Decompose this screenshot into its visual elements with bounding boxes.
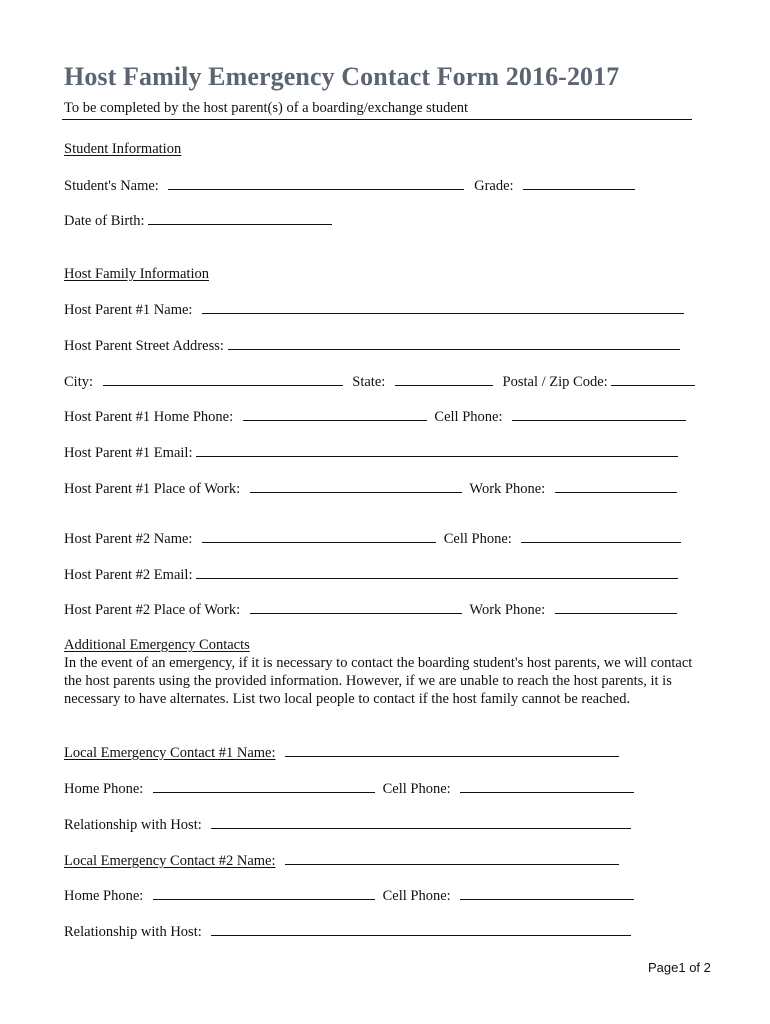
contact1-name-field[interactable] [285, 743, 619, 757]
contact2-relationship-field[interactable] [211, 922, 631, 936]
host-p2-email-field[interactable] [196, 565, 678, 579]
host-p1-email-row [64, 443, 678, 462]
contact1-cell-field[interactable] [460, 779, 634, 793]
additional-contacts-heading: Additional Emergency Contacts [64, 637, 250, 653]
host-p1-work-label: Host Parent #1 Place of Work: [64, 481, 241, 497]
host-p1-home-phone-field[interactable] [243, 407, 427, 421]
host-p1-work-phone-field[interactable] [555, 479, 677, 493]
host-p2-name-field[interactable] [202, 529, 436, 543]
host-p1-work-field[interactable] [250, 479, 462, 493]
city-state-zip-row [64, 372, 695, 391]
zip-field[interactable] [611, 372, 695, 386]
contact2-name-row [64, 851, 619, 870]
dob-label: Date of Birth: [64, 213, 145, 229]
student-name-row [64, 176, 635, 195]
contact2-home-field[interactable] [153, 886, 375, 900]
contact1-cell-label: Cell Phone: [382, 781, 451, 797]
contact2-cell-field[interactable] [460, 886, 634, 900]
contact2-name-label: Local Emergency Contact #2 Name: [64, 853, 276, 869]
grade-label: Grade: [474, 178, 514, 194]
host-p2-cell-label: Cell Phone: [443, 531, 512, 547]
student-info-heading: Student Information [64, 141, 182, 157]
contact2-relationship-label: Relationship with Host: [64, 924, 202, 940]
host-p2-email-label: Host Parent #2 Email: [64, 567, 193, 583]
zip-label: Postal / Zip Code: [502, 374, 608, 390]
street-field[interactable] [228, 336, 680, 350]
form-subtitle: To be completed by the host parent(s) of a boarding/exchange student [64, 100, 469, 116]
state-label: State: [352, 374, 386, 390]
host-p1-email-field[interactable] [196, 443, 678, 457]
contact1-name-label: Local Emergency Contact #1 Name: [64, 745, 276, 761]
host-p1-name-row [64, 300, 684, 319]
host-info-heading: Host Family Information [64, 266, 209, 282]
contact1-home-field[interactable] [153, 779, 375, 793]
host-p1-work-phone-label: Work Phone: [469, 481, 546, 497]
street-row [64, 336, 680, 355]
city-label: City: [64, 374, 94, 390]
contact2-phone-row [64, 886, 634, 905]
host-p1-work-row [64, 479, 677, 498]
contact1-relationship-row [64, 815, 631, 834]
host-p1-name-label: Host Parent #1 Name: [64, 302, 193, 318]
host-p1-name-field[interactable] [202, 300, 684, 314]
contact2-home-label: Home Phone: [64, 888, 144, 904]
page-number: Page1 of 2 [648, 960, 711, 975]
grade-field[interactable] [523, 176, 635, 190]
host-p2-name-label: Host Parent #2 Name: [64, 531, 193, 547]
host-p2-work-phone-field[interactable] [555, 600, 677, 614]
contact2-cell-label: Cell Phone: [382, 888, 451, 904]
host-p1-cell-label: Cell Phone: [434, 409, 503, 425]
state-field[interactable] [395, 372, 493, 386]
host-p1-home-phone-label: Host Parent #1 Home Phone: [64, 409, 234, 425]
contact2-relationship-row [64, 922, 631, 941]
title-divider [62, 119, 692, 120]
host-p2-email-row [64, 565, 678, 584]
host-p2-cell-field[interactable] [521, 529, 681, 543]
contact2-name-field[interactable] [285, 851, 619, 865]
dob-field[interactable] [148, 211, 332, 225]
city-field[interactable] [103, 372, 343, 386]
contact1-name-row [64, 743, 619, 762]
contact1-home-label: Home Phone: [64, 781, 144, 797]
host-p2-work-label: Host Parent #2 Place of Work: [64, 602, 241, 618]
contact1-phone-row [64, 779, 634, 798]
host-p1-phone-row [64, 407, 686, 426]
host-p2-work-row [64, 600, 677, 619]
student-name-label: Student's Name: [64, 178, 159, 194]
contact1-relationship-field[interactable] [211, 815, 631, 829]
student-name-field[interactable] [168, 176, 464, 190]
host-p2-work-phone-label: Work Phone: [469, 602, 546, 618]
host-p1-email-label: Host Parent #1 Email: [64, 445, 193, 461]
contact1-relationship-label: Relationship with Host: [64, 817, 202, 833]
host-p1-cell-field[interactable] [512, 407, 686, 421]
host-p2-name-row [64, 529, 681, 548]
host-p2-work-field[interactable] [250, 600, 462, 614]
street-label: Host Parent Street Address: [64, 338, 224, 354]
form-title: Host Family Emergency Contact Form 2016-2017 [64, 62, 620, 91]
additional-contacts-paragraph: In the event of an emergency, if it is necessary to contact the boarding student's host parents, we will contact the host parents using the provided information. However, if we are unable to reach the host parents, it is necessary to have alternates. List two local people to contact if the host family cannot be reached. [64, 655, 693, 707]
dob-row [64, 211, 332, 230]
